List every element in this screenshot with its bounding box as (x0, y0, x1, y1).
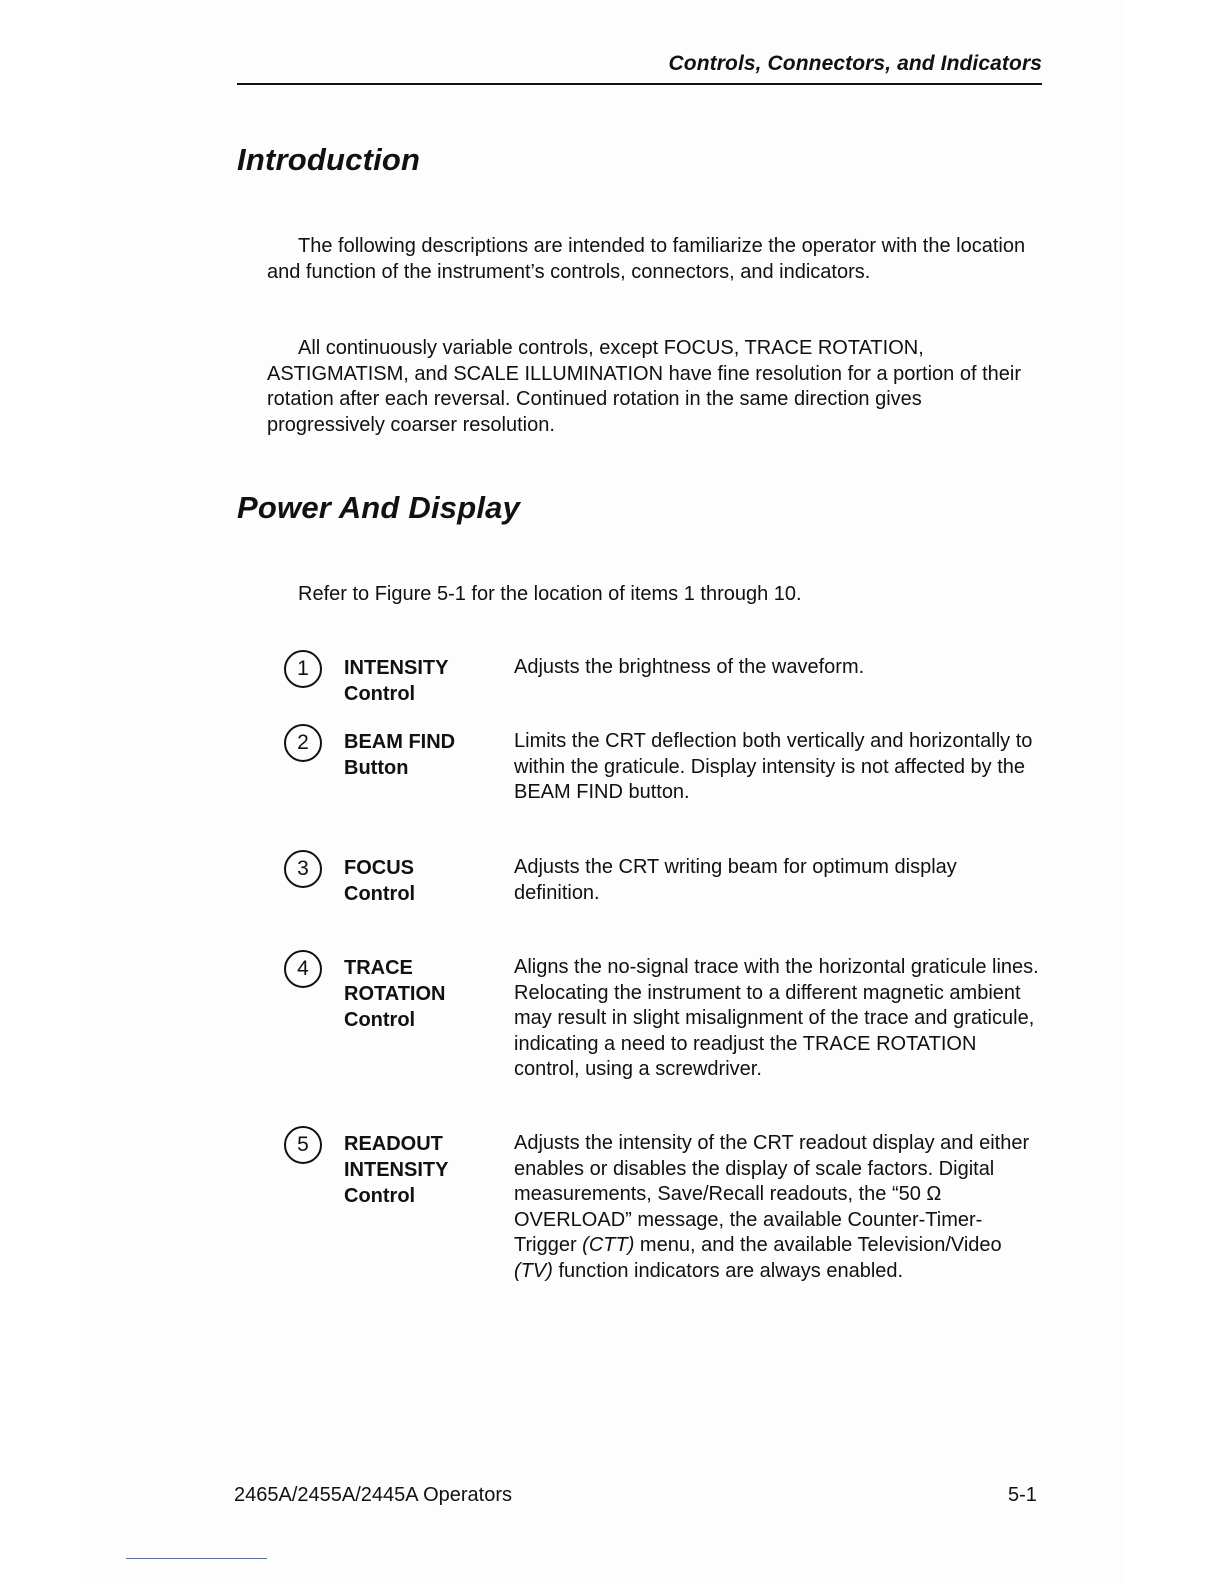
control-name-line: INTENSITY (344, 657, 449, 679)
callout-number: 2 (284, 724, 322, 762)
description-text: Adjusts the intensity of the CRT readout display and either enables or disables the display of scale factors. Digital measurements, Save/Recall readouts, the “50 Ω OVERLOAD” message, the available Counter-Timer-Trigger (514, 1132, 1030, 1257)
control-name (344, 729, 504, 781)
section-title-introduction: Introduction (237, 142, 421, 177)
corner-link-underline (126, 1558, 267, 1559)
control-name-line: ROTATION (344, 983, 446, 1005)
control-name (344, 855, 504, 907)
control-description: Adjusts the CRT writing beam for optimum display definition. (514, 856, 957, 904)
figure-reference: Refer to Figure 5-1 for the location of items 1 through 10. (298, 583, 802, 605)
header-rule (237, 83, 1042, 85)
control-description: Limits the CRT deflection both vertically and horizontally to within the graticule. Display intensity is not affected by the BEAM FIND button. (514, 730, 1033, 804)
description-italic-ctt: (CTT) (582, 1234, 635, 1257)
control-description (514, 1131, 1044, 1285)
control-name-line: Control (344, 683, 416, 705)
intro-paragraph-1: The following descriptions are intended to familiarize the operator with the location and function of the instrument’s controls, connectors, and indicators. (267, 235, 1026, 283)
callout-number: 3 (284, 850, 322, 888)
callout-number: 4 (284, 950, 322, 988)
callout-number: 5 (284, 1126, 322, 1164)
control-name-line: TRACE (344, 957, 413, 979)
control-name-line: FOCUS (344, 857, 414, 879)
description-text: menu, and the available Television/Video (634, 1234, 1002, 1257)
description-text: function indicators are always enabled. (552, 1259, 904, 1282)
control-name-line: Control (344, 1185, 416, 1207)
control-name-line: Button (344, 757, 409, 779)
control-name-line: READOUT (344, 1133, 443, 1155)
running-header: Controls, Connectors, and Indicators (668, 52, 1042, 75)
control-name (344, 1131, 504, 1209)
intro-paragraph-2: All continuously variable controls, except FOCUS, TRACE ROTATION, ASTIGMATISM, and SCALE ILLUMINATION have fine resolution for a portion of their rotation after each reversal. Continued rotation in the same direction gives progressively coarser resolution. (267, 337, 1022, 436)
footer-page-number: 5-1 (1008, 1484, 1037, 1506)
control-name-line: INTENSITY (344, 1159, 449, 1181)
control-name (344, 955, 504, 1033)
control-name-line: Control (344, 883, 416, 905)
footer-model: 2465A/2455A/2445A Operators (234, 1484, 512, 1506)
control-description: Adjusts the brightness of the waveform. (514, 656, 865, 678)
section-title-power-and-display: Power And Display (237, 490, 521, 525)
control-name (344, 655, 504, 707)
control-name-line: BEAM FIND (344, 731, 456, 753)
control-name-line: Control (344, 1009, 416, 1031)
control-description: Aligns the no-signal trace with the horizontal graticule lines. Relocating the instrument to a different magnetic ambient may result in slight misalignment of the trace and graticule, indicating a need to readjust the TRACE ROTATION control, using a screwdriver. (514, 956, 1039, 1081)
callout-number: 1 (284, 650, 322, 688)
description-italic-tv: (TV) (514, 1259, 553, 1282)
